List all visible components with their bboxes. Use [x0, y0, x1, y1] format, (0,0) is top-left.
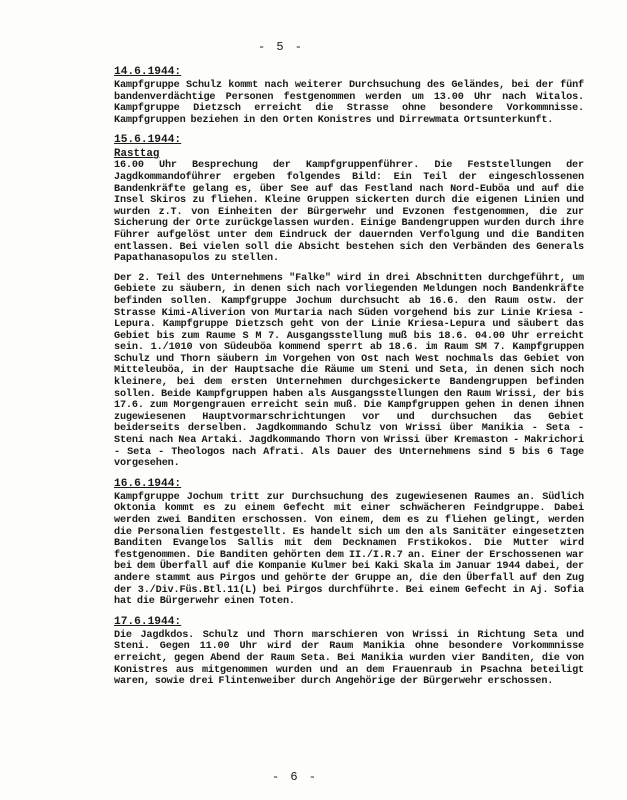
entry-paragraph: Kampfgruppe Schulz kommt nach weiterer Durchsuchung des Geländes, bei der fünf bandenverdächtige Personen festgenommen werden um 13.00 Uhr nach Witalos. Kampfgruppe Dietzsch erreicht die Strasse ohne besondere Vorkommnisse. Kampfgruppen beziehen in den Orten Konistres und Dirrewmata Ortsunterkunft.	[114, 80, 584, 126]
entry-paragraph: 16.00 Uhr Besprechung der Kampfgruppenführer. Die Feststellungen der Jagdkommandoführer ergeben folgendes Bild: Ein Teil der eingeschlossenen Bandenkräfte gelang es, über See auf das Festland nach Nord-Euböa und auf die Insel Skiros zu fliehen. Kleine Gruppen sickerten durch die eigenen Linien und wurden z.T. von Einheiten der Bürgerwehr und Evzonen festgenommen, die zur Sicherung der Orte zurückgelassen wurden. Einige Bandengruppen wurden durch ihre Führer aufgelöst unter dem Eindruck der dauernden Verfolgung und die Banditen entlassen. Bei vielen soll die Absicht bestehen sich den Verbänden des Generals Papathanasopulos zu stellen.	[114, 160, 584, 265]
date-heading: 15.6.1944:	[114, 134, 182, 147]
date-heading: 17.6.1944:	[114, 615, 182, 628]
date-heading: 16.6.1944:	[114, 477, 182, 490]
subheading-rasttag: Rasttag	[114, 148, 160, 161]
entry-paragraph: Die Jagdkdos. Schulz und Thorn marschieren von Wrissi in Richtung Seta und Steni. Gegen 11.00 Uhr wird der Raum Manikia ohne besondere Vorkommnisse erreicht, gegen Abend der Raum Seta. Bei Manikia wurden vier Banditen, die von Konistres aus mitgenommen wurden und an dem Frauenraub in Psachna beteiligt waren, sowie drei Flintenweiber durch Angehörige der Bürgerwehr erschossen.	[114, 629, 584, 688]
page-number-bottom: - 6 -	[272, 770, 319, 784]
entry-paragraph: Kampfgruppe Jochum tritt zur Durchsuchung des zugewiesenen Raumes an. Südlich Oktonia kommt es zu einem Gefecht mit einer schwächeren Feindgruppe. Dabei werden zwei Banditen erschossen. Von einem, dem es zu fliehen gelingt, werden die Personalien festgestellt. Es handelt sich um den als Sanitäter eingesetzten Banditen Evangelos Sallis mit dem Decknamen Frstikokos. Die Mutter wird festgenommen. Die Banditen gehörten dem II./I.R.7 an. Einer der Erschossenen war bei dem Überfall auf die Kompanie Kulmer bei Kaki Skala im Januar 1944 dabei, der andere stammt aus Pirgos und gehörte der Gruppe an, die den Überfall auf den Zug der 3./Div.Füs.Btl.11(L) bei Pirgos durchführte. Bei einem Gefecht in Aj. Sofia hat die Bürgerwehr einen Toten.	[114, 491, 584, 608]
entry-paragraph: Der 2. Teil des Unternehmens "Falke" wird in drei Abschnitten durchgeführt, um Gebiete zu säubern, in denen sich nach vorliegenden Meldungen noch Bandenkräfte befinden sollen. Kampfgruppe Jochum durchsucht ab 16.6. den Raum ostw. der Strasse Kimi-Aliverion von Murtaria nach Süden vorgehend bis zur Linie Kriesa - Lepura. Kampfgruppe Dietzsch geht von der Linie Kriesa-Lepura und säubert das Gebiet bis zum Raume S M 7. Ausgangsstellung muß bis 18.6. 04.00 Uhr erreicht sein. 1./1010 von Südeuböa kommend sperrt ab 18.6. im Raum SM 7. Kampfgruppen Schulz und Thorn säubern im Vorgehen von Ost nach West nochmals das Gebiet von Mitteleuböa, in der Hauptsache die Räume um Steni und Seta, in denen sich noch kleinere, bei dem ersten Unternehmen durchgesickerte Bandengruppen befinden sollen. Beide Kampfgruppen haben als Ausgangsstellungen den Raum Wrissi, der bis 17.6. zum Morgengrauen erreicht sein muß. Die Kampfgruppen gehen in denen ihnen zugewiesenen Hauptvormarschrichtungen vor und durchsuchen das Gebiet beiderseits derselben. Jagdkommando Schulz von Wrissi über Manikia - Seta - Steni nach Nea Artaki. Jagdkommando Thorn von Wrissi über Kremaston - Makrichori - Seta - Theologos nach Afrati. Als Dauer des Unternehmens sind 5 bis 6 Tage vorgesehen.	[114, 272, 584, 470]
document-body	[114, 66, 584, 694]
page-number-top: - 5 -	[258, 40, 305, 54]
date-heading: 14.6.1944:	[114, 66, 182, 78]
